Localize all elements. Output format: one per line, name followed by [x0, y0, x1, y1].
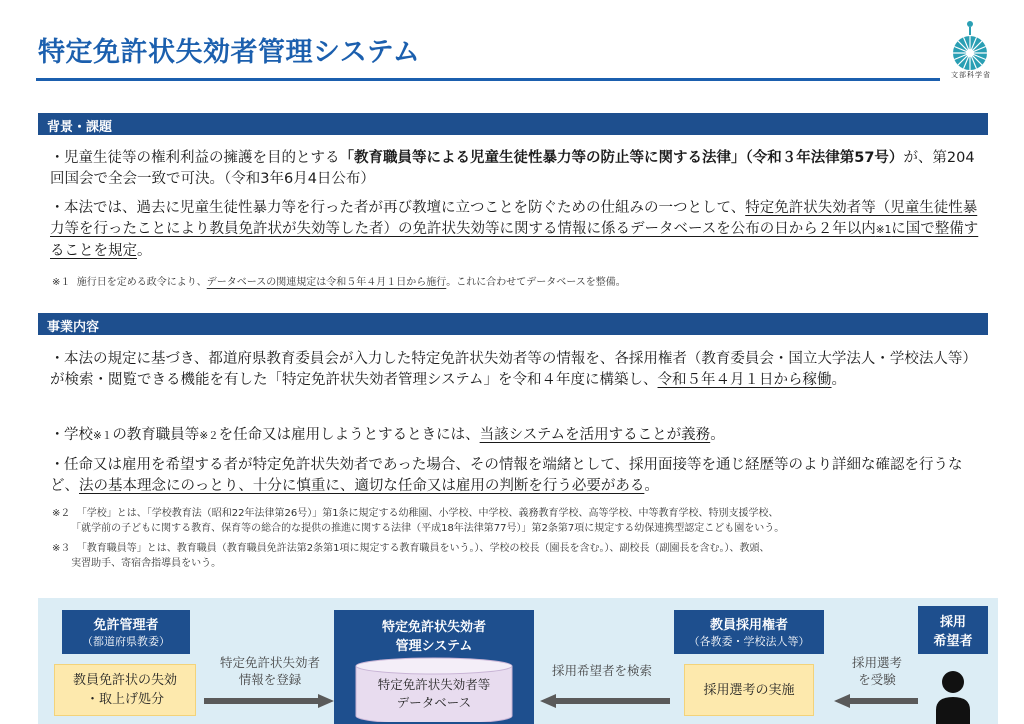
title-divider — [36, 78, 940, 81]
background-paragraph-1 — [50, 148, 980, 190]
bullet: ・ — [50, 457, 65, 473]
flow-diagram — [38, 598, 998, 724]
footnote-ref: ※1 — [875, 224, 892, 236]
text: 「教育職員等」とは、教育職員（教育職員免許法第2条第1項に規定する教育職員をいう。）、学校の校長（園長を含む。）、副校長（副園長を含む。）、教頭、 — [76, 543, 770, 554]
selection-exam-box: 採用選考の実施 — [684, 664, 814, 716]
text: 児童生徒等の権利利益の擁護を目的とする — [64, 150, 340, 166]
box-title: 免許管理者 — [93, 618, 159, 633]
text: を任命又は雇用しようとするときには、 — [218, 427, 480, 443]
person-icon — [934, 670, 972, 724]
text: データベース — [396, 695, 472, 710]
underlined-text: 令和５年４月１日から稼働 — [657, 372, 832, 388]
text: 特定免許状失効者等 — [377, 677, 491, 692]
section-heading-background: 背景・課題 — [38, 113, 988, 135]
text: 本法では、過去に児童生徒性暴力等を行った者が再び教壇に立つことを防ぐための仕組みの一つとして、 — [64, 200, 746, 216]
bullet: ・ — [50, 351, 65, 367]
licensing-authority-box — [62, 610, 190, 654]
apply-label — [834, 654, 920, 688]
box-title: 希望者 — [933, 634, 973, 649]
underlined-text: 当該システムを活用することが義務 — [479, 427, 711, 443]
underlined-text: データベースの関連規定は令和５年４月１日から施行 — [206, 277, 447, 288]
footnote-2 — [52, 506, 982, 536]
note-mark: ※１ — [52, 277, 71, 288]
box-title: 管理システム — [395, 639, 473, 654]
box-title: 特定免許状失効者 — [381, 620, 486, 635]
underlined-text: に国で整備することを規定 — [50, 221, 979, 259]
arrow-left-icon — [834, 694, 918, 708]
bullet: ・ — [50, 427, 65, 443]
text: 実習助手、寄宿舎指導員をいう。 — [71, 558, 222, 569]
box-title: 教員採用権者 — [709, 618, 788, 633]
database-label — [354, 676, 514, 712]
text: 。 — [710, 427, 725, 443]
text: 。これに合わせてデータベースを整備。 — [446, 277, 626, 288]
box-subtitle: （各教委・学校法人等） — [688, 635, 810, 648]
text: 情報を登録 — [238, 672, 302, 687]
footnote-1 — [52, 275, 982, 290]
text: ・取上げ処分 — [85, 692, 164, 707]
law-name: 「教育職員等による児童生徒性暴力等の防止等に関する法律」（令和３年法律第57号） — [339, 150, 904, 166]
employer-box — [674, 610, 824, 654]
text: 特定免許状失効者 — [219, 655, 320, 670]
footnote-ref: ※１ — [93, 430, 113, 442]
text: 教員免許状の失効 — [72, 673, 177, 688]
arrow-right-icon — [204, 694, 334, 708]
page-title: 特定免許状失効者管理システム — [38, 37, 421, 68]
register-label — [204, 654, 336, 688]
footnote-3 — [52, 541, 982, 571]
text: の教育職員等 — [112, 427, 200, 443]
text: 。 — [831, 372, 847, 388]
search-label: 採用希望者を検索 — [551, 663, 652, 678]
underlined-text: 法の基本理念にのっとり、十分に慎重に、適切な任命又は雇用の判断を行う必要がある — [79, 478, 645, 494]
license-revocation-box — [54, 664, 196, 716]
business-paragraph-3 — [50, 455, 980, 497]
business-paragraph-2 — [50, 425, 980, 447]
business-paragraph-1 — [50, 349, 980, 391]
text: 任命又は雇用を希望する者が特定免許状失効者であった場合、その情報を端緒として、採用面接等を通じ経歴等のより詳細な確認を行うなど、 — [50, 457, 963, 494]
footnote-ref: ※２ — [199, 430, 219, 442]
note-mark: ※３ — [52, 543, 71, 554]
text: が、第204回国会で全会一致で可決。（令和3年6月4日公布） — [50, 150, 975, 187]
arrow-left-icon — [540, 694, 670, 708]
text: 。 — [644, 478, 659, 494]
text: を受験 — [858, 672, 896, 687]
text: 「学校」とは、「学校教育法（昭和22年法律第26号）」第1条に規定する幼稚園、小学校、中学校、義務教育学校、高等学校、中等教育学校、特別支援学校、 — [76, 508, 779, 519]
underlined-text: 特定免許状失効者等（児童生徒性暴力等を行ったことにより教員免許状が失効等した者）の免許状失効等に関する情報に係るデータベースを公布の日から２年以内 — [50, 200, 978, 237]
text: 学校 — [64, 427, 93, 443]
section-heading-business: 事業内容 — [38, 313, 988, 335]
text: 本法の規定に基づき、都道府県教育委員会が入力した特定免許状失効者等の情報を、各採用権者（教育委員会・国立大学法人・学校法人等）が検索・閲覧できる機能を有した「特定免許状失効者管理システム」を令和４年度に構築し、 — [50, 351, 977, 388]
text: 。 — [137, 243, 152, 259]
applicant-box — [918, 606, 988, 654]
logo-caption: 文部科学省 — [951, 71, 991, 79]
background-paragraph-2 — [50, 198, 980, 262]
note-mark: ※２ — [52, 508, 71, 519]
text: 施行日を定める政令により、 — [76, 277, 207, 288]
text: 採用選考 — [851, 655, 902, 670]
text: 「就学前の子どもに関する教育、保育等の総合的な提供の推進に関する法律（平成18年法律第77号）」第2条第7項に規定する幼保連携型認定こども園をいう。 — [71, 523, 785, 534]
bullet: ・ — [50, 200, 65, 216]
box-subtitle: （都道府県教委） — [82, 635, 170, 648]
box-title: 採用 — [939, 615, 966, 630]
bullet: ・ — [50, 150, 65, 166]
